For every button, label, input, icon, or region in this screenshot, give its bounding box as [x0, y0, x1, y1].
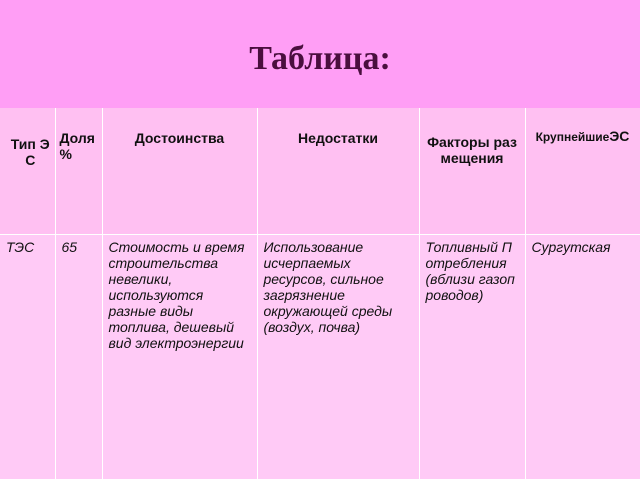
- header-advantages: Достоинства: [102, 108, 257, 235]
- table-row: [0, 235, 640, 480]
- cell-share: 65: [55, 235, 102, 480]
- cell-type: ТЭС: [0, 235, 55, 480]
- cell-disadvantages: Использование исчерпаемых ресурсов, сильное загрязнение окружающей среды (воздух, почва): [257, 235, 419, 480]
- header-largest: [525, 108, 640, 235]
- header-disadvantages: Недостатки: [257, 108, 419, 235]
- table-header-row: [0, 108, 640, 235]
- header-largest-small: Крупнейшие: [535, 130, 610, 144]
- cell-factors: Топливный Потребления (вблизи газопроводов): [419, 235, 525, 480]
- cell-largest: Сургутская: [525, 235, 640, 480]
- header-factors: Факторы размещения: [419, 108, 525, 235]
- power-stations-table: [0, 108, 640, 480]
- header-largest-big: ЭС: [609, 128, 630, 144]
- cell-advantages: Стоимость и время строительства невелики, используются разные виды топлива, дешевый вид электроэнергии: [102, 235, 257, 480]
- slide-title: Таблица:: [249, 40, 391, 77]
- header-share: Доля %: [55, 108, 102, 235]
- title-band: [0, 0, 640, 108]
- header-type: Тип ЭС: [0, 108, 55, 235]
